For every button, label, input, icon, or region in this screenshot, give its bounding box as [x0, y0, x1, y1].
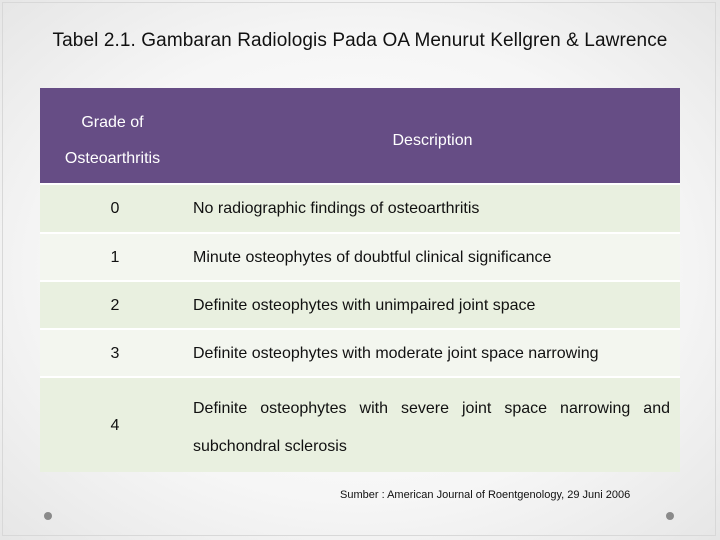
description-cell: Definite osteophytes with unimpaired joint space [193, 297, 536, 314]
table-row [40, 328, 680, 376]
slide-title: Tabel 2.1. Gambaran Radiologis Pada OA Menurut Kellgren & Lawrence [52, 30, 668, 51]
grade-cell: 0 [110, 200, 120, 217]
kellgren-lawrence-table [40, 88, 680, 472]
grade-cell: 1 [110, 249, 120, 266]
right-dot-ornament [666, 512, 674, 520]
table-row [40, 376, 680, 472]
description-cell: Minute osteophytes of doubtful clinical significance [193, 249, 552, 266]
left-dot-ornament [44, 512, 52, 520]
header-grade-line2: Osteoarthritis [64, 150, 161, 167]
table-row [40, 183, 680, 232]
source-citation: Sumber : American Journal of Roentgenology, 29 Juni 2006 [340, 489, 631, 501]
table-row [40, 232, 680, 280]
header-description: Description [392, 132, 473, 149]
table-header [40, 88, 680, 183]
grade-cell: 2 [110, 297, 120, 314]
grade-cell: 3 [110, 345, 120, 362]
description-cell: No radiographic findings of osteoarthritis [193, 200, 480, 217]
header-grade-line1: Grade of [81, 114, 144, 131]
description-cell: Definite osteophytes with moderate joint space narrowing [193, 345, 599, 362]
description-cell: Definite osteophytes with severe joint space narrowing and subchondral sclerosis [193, 400, 670, 455]
table-row [40, 280, 680, 328]
grade-cell: 4 [110, 417, 120, 434]
